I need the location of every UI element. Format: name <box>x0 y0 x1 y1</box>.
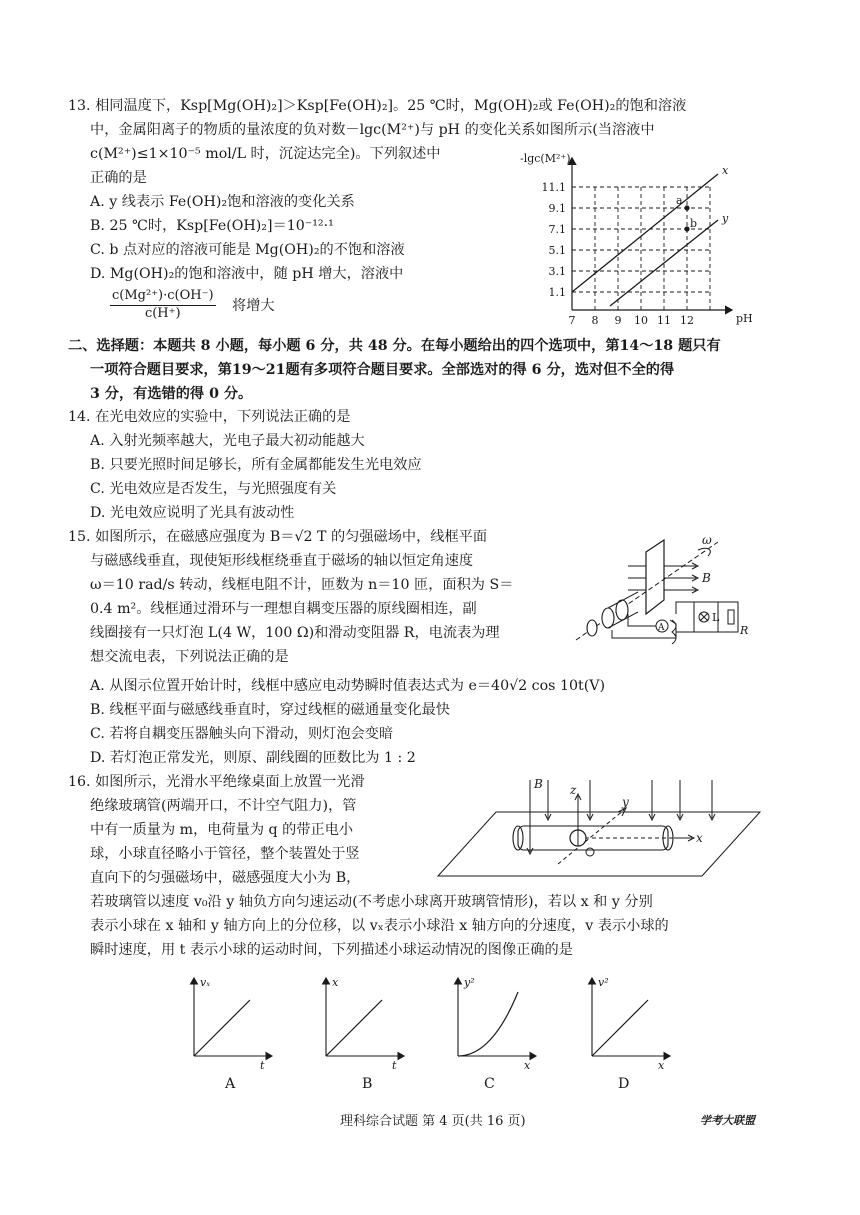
q16-graph-b-label: B <box>362 1076 373 1092</box>
q16-line-1: 16. 如图所示，光滑水平绝缘桌面上放置一光滑 <box>68 774 365 790</box>
q14-option-b: B. 只要光照时间足够长，所有金属都能发生光电效应 <box>90 457 422 473</box>
q15-line-3: ω＝10 rad/s 转动，线框电阻不计，匝数为 n＝10 匝，面积为 S＝ <box>90 577 514 593</box>
svg-text:x: x <box>524 1059 531 1072</box>
q13-fraction-tail: 将增大 <box>232 298 275 314</box>
svg-text:1.1: 1.1 <box>548 286 566 299</box>
svg-text:b: b <box>690 217 698 230</box>
svg-text:B: B <box>534 777 543 791</box>
q14-option-d: D. 光电效应说明了光具有波动性 <box>90 505 295 521</box>
line-x <box>572 174 718 292</box>
section2-line-1: 二、选择题：本题共 8 小题，每小题 6 分，共 48 分。在每小题给出的四个选项中，第14～18 题只有 <box>68 338 721 354</box>
q15-figure <box>568 530 758 660</box>
svg-text:x: x <box>696 831 703 845</box>
q13-option-d: D. Mg(OH)₂的饱和溶液中，随 pH 增大，溶液中 <box>90 266 404 282</box>
svg-text:t: t <box>392 1059 397 1072</box>
graph-ylabel: -lgc(M²⁺) <box>520 152 571 165</box>
svg-text:A: A <box>658 623 665 633</box>
q14-stem: 14. 在光电效应的实验中，下列说法正确的是 <box>68 409 351 425</box>
svg-text:a: a <box>676 194 683 207</box>
svg-text:x: x <box>658 1059 665 1072</box>
svg-text:11.1: 11.1 <box>541 181 566 194</box>
q13-option-b: B. 25 ℃时，Ksp[Fe(OH)₂]＝10⁻¹²·¹ <box>90 218 334 234</box>
svg-text:v²: v² <box>598 976 609 989</box>
q13-graph <box>500 150 760 325</box>
svg-text:t: t <box>260 1059 265 1072</box>
svg-text:10: 10 <box>634 314 648 327</box>
q15-line-1: 15. 如图所示，在磁感应强度为 B＝√2 T 的匀强磁场中，线框平面 <box>68 529 488 545</box>
svg-text:L: L <box>712 611 720 624</box>
q15-line-6: 想交流电表，下列说法正确的是 <box>90 649 289 665</box>
q16-graph-d-label: D <box>618 1076 630 1092</box>
q15-line-5: 线圈接有一只灯泡 L(4 W，100 Ω)和滑动变阻器 R，电流表为理 <box>90 625 500 641</box>
fraction-numerator: c(Mg²⁺)·c(OH⁻) <box>110 288 216 306</box>
svg-text:ω: ω <box>702 533 712 547</box>
q16-graph-c <box>444 972 544 1072</box>
svg-text:y²: y² <box>464 976 475 989</box>
svg-text:5.1: 5.1 <box>548 244 566 257</box>
q13-line-2: 中，金属阳离子的物质的量浓度的负对数－lgc(M²⁺)与 pH 的变化关系如图所示(当溶液中 <box>90 122 655 138</box>
q16-line-5: 直向下的匀强磁场中，磁感强度大小为 B， <box>90 870 361 886</box>
q15-line-4: 0.4 m²。线框通过滑环与一理想自耦变压器的原线圈相连，副 <box>90 601 477 617</box>
svg-text:3.1: 3.1 <box>548 265 566 278</box>
q16-line-4: 球，小球直径略小于管径，整个装置处于竖 <box>90 846 360 862</box>
svg-text:z: z <box>570 783 577 797</box>
q15-line-2: 与磁感线垂直，现使矩形线框绕垂直于磁场的轴以恒定角速度 <box>90 553 474 569</box>
section2-line-2: 一项符合题目要求，第19～21题有多项符合题目要求。全部选对的得 6 分，选对但不全的得 <box>90 362 675 378</box>
q16-line-6: 若玻璃管以速度 v₀沿 y 轴负方向匀速运动(不考虑小球离开玻璃管情形)，若以 x 和 y 分别 <box>90 894 653 910</box>
svg-text:B: B <box>702 571 711 585</box>
svg-text:x: x <box>332 976 339 989</box>
q16-line-8: 瞬时速度，用 t 表示小球的运动时间，下列描述小球运动情况的图像正确的是 <box>90 942 573 958</box>
q16-line-2: 绝缘玻璃管(两端开口，不计空气阻力)，管 <box>90 798 357 814</box>
q16-graph-d <box>578 972 678 1072</box>
svg-text:R: R <box>740 624 749 637</box>
graph-xlabel: pH <box>736 312 753 325</box>
svg-text:11: 11 <box>657 314 671 327</box>
svg-text:8: 8 <box>591 314 599 327</box>
q16-graph-a-label: A <box>225 1076 236 1092</box>
svg-text:7.1: 7.1 <box>548 223 566 236</box>
q13-line-4: 正确的是 <box>90 170 147 186</box>
q13-option-a: A. y 线表示 Fe(OH)₂饱和溶液的变化关系 <box>90 194 355 210</box>
q14-option-c: C. 光电效应是否发生，与光照强度有关 <box>90 481 337 497</box>
svg-text:12: 12 <box>680 314 694 327</box>
q13-line-1: 13. 相同温度下，Ksp[Mg(OH)₂]＞Ksp[Fe(OH)₂]。25 ℃时，Mg(OH)₂或 Fe(OH)₂的饱和溶液 <box>68 98 687 114</box>
section2-line-3: 3 分，有选错的得 0 分。 <box>90 386 253 402</box>
q15-option-c: C. 若将自耦变压器触头向下滑动，则灯泡会变暗 <box>90 726 394 742</box>
q16-line-7: 表示小球在 x 轴和 y 轴方向上的分位移，以 vₓ表示小球沿 x 轴方向的分速度，v 表示小球的 <box>90 918 669 934</box>
q16-graph-c-label: C <box>484 1076 495 1092</box>
q13-option-c: C. b 点对应的溶液可能是 Mg(OH)₂的不饱和溶液 <box>90 242 405 258</box>
page-footer: 理科综合试题 第 4 页(共 16 页) <box>340 1114 526 1129</box>
svg-text:vₓ: vₓ <box>200 976 211 989</box>
svg-text:7: 7 <box>568 314 576 327</box>
q16-line-3: 中有一质量为 m，电荷量为 q 的带正电小 <box>90 822 354 838</box>
svg-text:9: 9 <box>614 314 622 327</box>
svg-text:y: y <box>622 795 629 809</box>
fraction-denominator: c(H⁺) <box>144 306 181 321</box>
svg-text:x: x <box>722 164 729 177</box>
q16-graph-a <box>180 972 280 1072</box>
q15-option-b: B. 线框平面与磁感线垂直时，穿过线框的磁通量变化最快 <box>90 702 450 718</box>
q13-fraction <box>110 288 216 322</box>
q16-figure <box>430 772 760 884</box>
q14-option-a: A. 入射光频率越大，光电子最大初动能越大 <box>90 433 365 449</box>
q13-line-3: c(M²⁺)≤1×10⁻⁵ mol/L 时，沉淀达完全)。下列叙述中 <box>90 146 441 162</box>
q15-option-a: A. 从图示位置开始计时，线框中感应电动势瞬时值表达式为 e＝40√2 cos 10t(V) <box>90 678 606 694</box>
svg-text:9.1: 9.1 <box>548 202 566 215</box>
q16-graph-b <box>312 972 412 1072</box>
svg-text:y: y <box>722 212 729 225</box>
watermark-logo: 学考大联盟 <box>700 1114 755 1127</box>
q15-option-d: D. 若灯泡正常发光，则原、副线圈的匝数比为 1 : 2 <box>90 750 416 766</box>
